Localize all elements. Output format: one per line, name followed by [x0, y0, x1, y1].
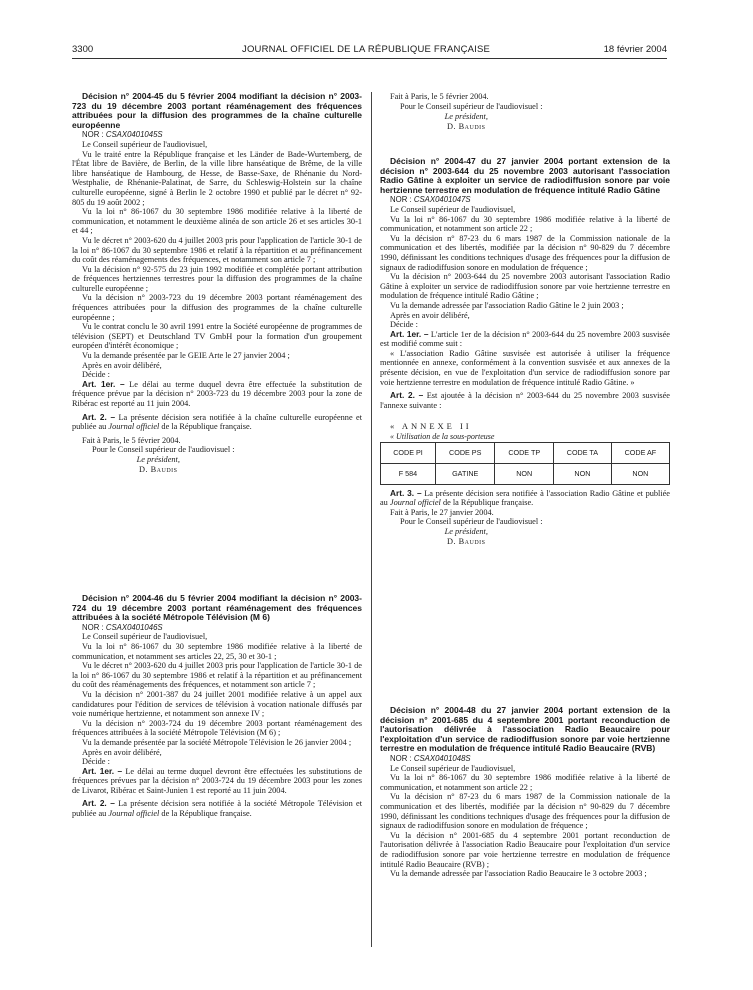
paragraph: Le Conseil supérieur de l'audiovisuel, [390, 204, 516, 214]
article-text: de la République française. [161, 422, 252, 432]
paragraph: Vu la décision n° 87-23 du 6 mars 1987 de la Commission nationale de la communication et des libertés, modifiée par la décision n° 90-829 du 7 décembre 1990, définissant les conditions techniques d'usage des fréquences pour la diffusion de signaux de radiodiffusion sonore en modulation de fréquence ; [380, 233, 670, 272]
nor-code: CSAX0401048S [413, 753, 471, 763]
article-text: Est ajoutée à la décision n° 2003-644 du 25 novembre 2003 susvisée l'annexe suivante : [380, 391, 670, 410]
nor-label: NOR : [82, 130, 104, 140]
paragraph: Vu la loi n° 86-1067 du 30 septembre 1986 modifiée relative à la liberté de communication, et notamment son article 22 ; [380, 773, 670, 792]
paragraph: Vu la décision n° 87-23 du 6 mars 1987 de la Commission nationale de la communication et des libertés, modifiée par la décision n° 90-829 du 7 décembre 1990, définissant les conditions techniques d'usage des fréquences pour la diffusion de signaux de radiodiffusion sonore en modulation de fréquence ; [380, 792, 670, 831]
paragraph: Vu la décision n° 2003-723 du 19 décembre 2003 portant réaménagement des fréquences attribuées pour la diffusion des programmes de la chaîne culturelle européenne ; [72, 293, 362, 322]
signature-title: Le président, [444, 111, 488, 121]
paragraph: Vu la décision n° 2003-644 du 25 novembre 2003 autorisant l'association Radio Gâtine à exploiter un service de radiodiffusion sonore par voie hertzienne terrestre en modulation de fréquence intitulé Radio Gâtine ; [380, 272, 670, 301]
signatory-name: D. Baudis [447, 537, 486, 547]
article-label: Art. 2. – [390, 390, 424, 401]
article-3 [380, 489, 670, 508]
article-text: La présente décision sera notifiée à l'association Radio Gâtine et publiée au [380, 488, 670, 508]
article-label: Art. 2. – [82, 798, 115, 809]
article-label: Art. 1er. – [82, 765, 123, 776]
paragraph: Vu la loi n° 86-1067 du 30 septembre 1986 modifiée relative à la liberté de communication, et notamment le deuxième alinéa de son article 26 et ses articles 30-1 et 44 ; [72, 207, 362, 236]
paragraph: Après en avoir délibéré, [390, 310, 470, 320]
article-text: de la République française. [442, 498, 534, 508]
article-2 [380, 391, 670, 410]
nor-code: CSAX0401047S [413, 195, 471, 205]
table-cell: F 584 [381, 463, 436, 484]
signature-line: Pour le Conseil supérieur de l'audiovisuel : [92, 445, 235, 455]
annexe-heading: « ANNEXE II [390, 421, 472, 432]
decision-title: Décision n° 2004-46 du 5 février 2004 modifiant la décision n° 2003-724 du 19 décembre 2003 portant réaménagement des fréquences attribuées à la société Métropole Télévision (M 6) [72, 593, 362, 623]
paragraph: Le Conseil supérieur de l'audiovisuel, [390, 763, 516, 773]
article-label: Art. 1er. – [390, 328, 429, 339]
journal-ref: Journal officiel [108, 809, 160, 819]
table-cell: GATINE [436, 463, 495, 484]
signature-block [380, 517, 670, 547]
journal-ref: Journal officiel [389, 498, 441, 508]
nor-label: NOR : [390, 195, 412, 205]
paragraph: Vu la demande adressée par l'association Radio Beaucaire le 3 octobre 2003 ; [390, 869, 647, 879]
table-header: CODE AF [611, 442, 669, 463]
article-text: L'article 1er de la décision n° 2003-644 du 25 novembre 2003 susvisée est modifié comme suit : [380, 329, 670, 349]
nor-label: NOR : [82, 622, 104, 632]
signatory-name: D. Baudis [447, 121, 486, 131]
table-header: CODE TP [495, 442, 554, 463]
article-text: La présente décision sera notifiée à la chaîne culturelle européenne et publiée au [72, 412, 363, 432]
signature-block [72, 445, 362, 475]
article-text: La présente décision sera notifiée à la société Métropole Télévision et publiée au [72, 799, 363, 819]
journal-title: JOURNAL OFFICIEL DE LA RÉPUBLIQUE FRANÇAISE [242, 44, 491, 55]
table-cell: NON [611, 463, 669, 484]
decision-2004-45 [72, 92, 362, 475]
table-header: CODE PS [436, 442, 495, 463]
article-1 [72, 767, 362, 796]
decision-title: Décision n° 2004-47 du 27 janvier 2004 portant extension de la décision n° 2003-644 du 25 novembre 2003 autorisant l'association Radio Gâtine à exploiter un service de radiodiffusion sonore par voie hertzienne terrestre en modulation de fréquence intitulé Radio Gâtine [380, 156, 670, 195]
paragraph: Vu le décret n° 2003-620 du 4 juillet 2003 pris pour l'application de l'article 30-1 de la loi n° 86-1067 du 30 septembre 1986 et relatif à la répartition et au préfinancement du coût des réaménagements des fréquences, et notamment son article 7 ; [72, 235, 362, 265]
decide-heading: Décide : [390, 320, 418, 330]
paragraph: Vu la demande adressée par l'association Radio Gâtine le 2 juin 2003 ; [390, 300, 624, 310]
page-number: 3300 [72, 44, 94, 55]
nor-reference [380, 195, 670, 205]
decision-2004-46 [72, 594, 362, 819]
paragraph: Vu la demande présentée par le GEIE Arte le 27 janvier 2004 ; [82, 351, 290, 361]
decision-2004-47 [380, 157, 670, 547]
paragraph: Le Conseil supérieur de l'audiovisuel, [82, 632, 208, 642]
signing-place-date: Fait à Paris, le 5 février 2004. [390, 92, 489, 101]
paragraph: Après en avoir délibéré, [82, 360, 162, 370]
decision-title: Décision n° 2004-48 du 27 janvier 2004 portant extension de la décision n° 2001-685 du 4 septembre 2001 portant reconduction de l'autorisation délivrée à l'association Radio Beaucaire pour l'exploitation d'un service de radiodiffusion sonore par voie hertzienne terrestre en modulation de fréquence intitulé Radio Beaucaire (RVB) [380, 705, 670, 754]
decision-2004-48 [380, 706, 670, 879]
paragraph: Vu la décision n° 92-575 du 23 juin 1992 modifiée et complétée portant attribution de fréquences hertziennes terrestres pour la diffusion des programmes de la chaîne culturelle européenne ; [72, 264, 362, 293]
paragraph: Après en avoir délibéré, [82, 747, 162, 757]
article-quote: « L'association Radio Gâtine susvisée est autorisée à utiliser la fréquence mentionnée en annexe, conformément à la convention susvisée et aux annexes de la présente décision, en vue de l'exploitation d'un service de radiodiffusion sonore par voie hertzienne terrestre en modulation de fréquence intitulé Radio Gâtine. » [380, 348, 670, 387]
signatory-name: D. Baudis [139, 465, 178, 475]
column-divider [371, 92, 372, 947]
annexe-subtitle: « Utilisation de la sous-porteuse [390, 432, 495, 442]
article-text: de la République française. [161, 809, 252, 819]
article-text: Le délai au terme duquel devra être effectuée la substitution de fréquence prévue par la décision n° 2003-723 du 19 décembre 2003 pour la zone de Ribérac est reporté au 11 juin 2004. [72, 379, 362, 408]
signature-line: Pour le Conseil supérieur de l'audiovisuel : [400, 517, 543, 527]
header-rule [72, 58, 667, 59]
paragraph: Vu la décision n° 2001-685 du 4 septembre 2001 portant reconduction de l'autorisation délivrée à l'association Radio Beaucaire pour l'exploitation d'un service de radiodiffusion sonore par voie hertzienne terrestre en modulation de fréquence intitulé Radio Beaucaire (RVB) ; [380, 830, 670, 869]
decide-heading: Décide : [82, 370, 110, 380]
signing-place-date: Fait à Paris, le 27 janvier 2004. [390, 507, 494, 517]
nor-code: CSAX0401046S [105, 622, 163, 632]
journal-ref: Journal officiel [108, 422, 160, 432]
paragraph: Vu la décision n° 2003-724 du 19 décembre 2003 portant réaménagement des fréquences attribuées à la société Métropole Télévision (M 6) ; [72, 718, 362, 738]
nor-label: NOR : [390, 753, 412, 763]
table-cell: NON [554, 463, 612, 484]
issue-date: 18 février 2004 [603, 44, 667, 55]
decide-heading: Décide : [82, 757, 110, 767]
table-header: CODE PI [381, 442, 436, 463]
article-2 [72, 413, 362, 432]
article-label: Art. 1er. – [82, 378, 125, 389]
signature-title: Le président, [444, 527, 488, 537]
table-header: CODE TA [554, 442, 612, 463]
article-1 [380, 330, 670, 349]
article-text: Le délai au terme duquel devront être effectuées les substitutions de fréquences prévues par la décision n° 2003-724 du 19 décembre 2003 pour les zones de Livarot, Ribérac et Saint-Junien 1 est reporté au 11 juin 2004. [72, 766, 363, 795]
subcarrier-table [380, 442, 670, 485]
nor-reference [72, 130, 362, 140]
paragraph: Vu la décision n° 2001-387 du 24 juillet 2001 modifiée relative à un appel aux candidatures pour l'édition de services de télévision à vocation nationale diffusés par voie numérique hertzienne, et notamment son annexe IV ; [72, 689, 362, 719]
paragraph: Le Conseil supérieur de l'audiovisuel, [82, 139, 208, 149]
paragraph: Vu la loi n° 86-1067 du 30 septembre 1986 modifiée relative à la liberté de communication, et notamment ses articles 22, 25, 30 et 30-1 ; [72, 641, 362, 661]
article-label: Art. 3. – [390, 487, 422, 498]
article-1 [72, 380, 362, 409]
table-row [381, 463, 670, 484]
signature-block [380, 102, 670, 132]
signature-line: Pour le Conseil supérieur de l'audiovisuel : [400, 101, 543, 111]
nor-reference [380, 754, 670, 764]
table-cell: NON [495, 463, 554, 484]
decision-2004-46-end [380, 92, 670, 132]
signature-title: Le président, [136, 455, 180, 465]
nor-reference [72, 623, 362, 633]
table-header-row [381, 442, 670, 463]
nor-code: CSAX0401045S [105, 130, 163, 140]
paragraph: Vu le traité entre la République française et les Länder de Bade-Wurtemberg, de l'État libre de Bavière, de Berlin, de la ville libre hanséatique de Brême, de la ville libre hanséatique de Hambourg, de Hesse, de Basse-Saxe, de Rhénanie du Nord-Westphalie, de Rhénanie-Palatinat, de Sarre, du Schleswig-Holstein sur la chaîne culturelle européenne, signé à Berlin le 2 octobre 1990 et publié par le décret n° 92-805 du 19 août 2002 ; [72, 149, 362, 207]
signing-place-date: Fait à Paris, le 5 février 2004. [82, 435, 181, 445]
paragraph: Vu la demande présentée par la société Métropole Télévision le 26 janvier 2004 ; [82, 737, 352, 747]
paragraph: Vu la loi n° 86-1067 du 30 septembre 1986 modifiée relative à la liberté de communication, et notamment son article 22 ; [380, 214, 670, 234]
decision-title: Décision n° 2004-45 du 5 février 2004 modifiant la décision n° 2003-723 du 19 décembre 2003 portant réaménagement des fréquences attribuées pour la diffusion des programmes de la chaîne culturelle européenne [72, 91, 362, 130]
paragraph: Vu le contrat conclu le 30 avril 1991 entre la Société européenne de programmes de télévision (SEPT) et Deutschland TV GmbH pour la formation d'un groupement européen d'intérêt économique ; [72, 322, 362, 351]
article-label: Art. 2. – [82, 411, 116, 422]
article-2 [72, 799, 362, 818]
paragraph: Vu le décret n° 2003-620 du 4 juillet 2003 pris pour l'application de l'article 30-1 de la loi n° 86-1067 du 30 septembre 1986 et relatif à la répartition et au préfinancement du coût des réaménagements des fréquences, et notamment son article 7 ; [72, 661, 362, 690]
